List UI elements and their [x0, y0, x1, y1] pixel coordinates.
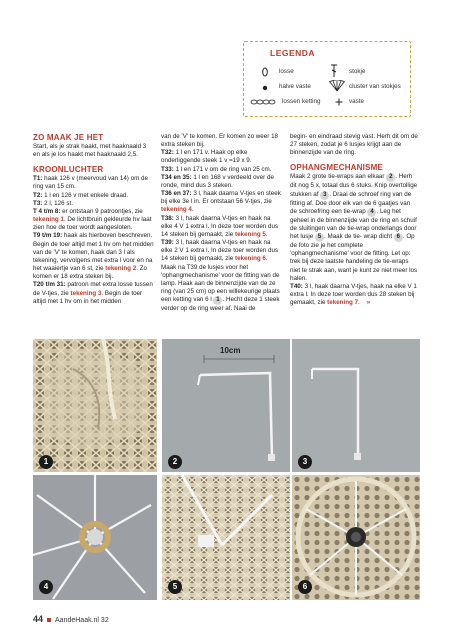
text-column-1 [33, 133, 154, 306]
page-number: 44 [33, 614, 44, 624]
heading-ophangmechanisme: OPHANGMECHANISME [290, 163, 383, 173]
ref-tekening-5[interactable]: tekening 5 [235, 230, 266, 238]
photo-badge-4: 4 [39, 580, 53, 594]
continue-arrow: » [366, 299, 371, 307]
photo-5 [162, 475, 290, 600]
legend-title: LEGENDA [270, 48, 316, 58]
text-column-3 [290, 133, 418, 307]
single-crochet-icon [335, 98, 343, 106]
legend-vaste: vaste [349, 98, 365, 105]
heading-zo-maak-je-het: ZO MAAK JE HET [33, 133, 104, 142]
step-number-5: 5 [315, 233, 324, 242]
legend-stokje: stokje [349, 68, 366, 75]
continuation-paragraph-3: begin- en eindraad stevig vast. Herh dit om de 27 steken, zodat je 6 lusjes krijgt aan de binnenzijde van de ring. [290, 133, 418, 157]
cluster-icon [328, 80, 346, 92]
double-crochet-icon [329, 64, 339, 78]
slip-stitch-icon [262, 85, 268, 91]
round-t9-19: T9 t/m 19: haak als hierboven beschreven. Begin de toer altijd met 1 hv om het midden van de 'V' te komen, haak dan 3 l als tekening, vervolgens met extra l voor en na het waaiertje van 6 st, zie tekening 2. Zo komen er 18 extra steken bij. [33, 232, 154, 281]
chain-stitch-icon [261, 67, 269, 77]
photo-badge-1: 1 [39, 455, 53, 469]
text-column-2 [161, 133, 282, 313]
ref-tekening-3[interactable]: tekening 3 [70, 289, 102, 297]
legend-losse: losse [279, 68, 294, 75]
legend-box [243, 41, 411, 117]
round-t20-31: T20 t/m 31: patroon met extra losse tussen de V-tjes, zie tekening 3. Begin de toer altijd met 1 hv om in het midden [33, 281, 153, 305]
ref-tekening-6[interactable]: tekening 6 [235, 255, 266, 263]
mechanism-paragraph: Maak 2 grote tie-wraps aan elkaar 2 . Herh dit nog 5 x, totaal dus 6 stuks. Knip overtollige stukken af 3 . Draai de schroef ring van de fitting af. Doe door elk van de 6 gaatjes van de schroefring een tie-wrap 4 . Leg het geheel in de binnenzijde van de ring en schuif de sluitingen van de tie-wrap onderlangs door het lusje 5 . Maak de tie- wrap dicht 6 . Op de foto zie je het complete 'ophangmechanisme' voor de fitting. Let op: trek bij deze laatste handeling de tie-wraps niet te strak aan, want je kunt ze niet meer los halen. [290, 173, 418, 282]
ref-tekening-4[interactable]: tekening 4 [161, 206, 192, 214]
photo-badge-5: 5 [168, 580, 182, 594]
photo-badge-6: 6 [298, 580, 312, 594]
legend-cluster: cluster van stokjes [349, 83, 401, 90]
round-t36-37: T36 en 37: 3 l, haak daarna V-tjes en steek bij elke 3e l in. Er ontstaan 56 V-tjes, zie tekening 4. [161, 190, 281, 214]
measure-label-10cm: 10cm [220, 346, 241, 355]
photo-1 [33, 339, 157, 472]
step-number-4: 4 [367, 208, 376, 217]
ref-tekening-1[interactable]: tekening 1 [33, 216, 64, 224]
legend-halve-vaste: halve vaste [279, 83, 311, 90]
round-t3: T3: 2 l, 126 st. [33, 199, 73, 207]
step-number-1: 1 [213, 296, 222, 305]
round-t32: T32: 1 l en 171 v. Haak op elke onderliggende steek 1 v =19 x 9. [161, 149, 252, 165]
photo-6 [292, 475, 420, 600]
round-t40: T40: 3 l, haak daarna V-tjes, haak na elke V 1 extra l. In deze toer worden dus 28 steken bij gemaakt, zie tekening 7. » [290, 282, 417, 307]
ref-tekening-2[interactable]: tekening 2 [105, 265, 137, 273]
round-t34-35: T34 en 35: 1 l en 168 v verdeeld over de ronde, mind dus 3 steken. [161, 173, 274, 189]
ref-tekening-7[interactable]: tekening 7 [327, 299, 359, 307]
round-t1: T1: haak 126 v (meervoud van 14) om de ring van 15 cm. [33, 175, 148, 191]
round-t38: T38: 3 l, haak daarna V-tjes en haak na elke 4 V 1 extra l. In deze toer worden dus 14 steken bij gemaakt, zie tekening 5. [161, 214, 279, 238]
photo-2 [162, 339, 290, 472]
round-t33: T33: 1 l en 171 v om de ring van 25 cm. [161, 165, 272, 173]
round-t39: T39: 3 l, haak daarna V-tjes en haak na elke 2 V 1 extra l. In deze toer worden dus 14 steken bij gemaakt, zie tekening 6. [161, 239, 279, 263]
intro-paragraph: Start, als je strak haakt, met haaknaald 3 en als je los haakt met haaknaald 2,5. [33, 143, 147, 159]
step-number-2: 2 [386, 173, 395, 182]
heading-kroonluchter: KROONLUCHTER [33, 165, 104, 175]
photo-3 [292, 339, 420, 472]
step-number-6: 6 [394, 233, 403, 242]
photo-4 [33, 475, 157, 600]
continuation-paragraph: van de 'V' te komen. Er komen zo weer 18 extra steken bij. [161, 133, 279, 149]
chain-row-icon [250, 98, 280, 106]
page-footer [33, 614, 109, 624]
footer-source: AandeHaak.nl 32 [55, 617, 109, 624]
footer-marker [47, 618, 51, 622]
step-number-3: 3 [320, 191, 329, 200]
hanging-loops-paragraph: Maak na T39 de lusjes voor het 'ophangmechanisme' voor de fitting van de lamp. Haak aan de binnenzijde van de ze ring (van 25 cm) op een willekeurige plaats een ketting van 6 l 1 . Hecht deze 1 steek verder op de ring weer af. Naai de [161, 263, 280, 313]
round-t2: T2: 1 l en 126 v met enkele draad. [33, 191, 129, 199]
legend-lossen-ketting: lossen ketting [282, 98, 321, 105]
photo-badge-2: 2 [168, 455, 182, 469]
round-t4-8: T 4 t/m 8: er ontstaan 9 patroontjes, zie tekening 1. De lichtbruin gekleurde hv laat zien hoe de toer wordt aangesloten. [33, 207, 152, 232]
photo-badge-3: 3 [298, 455, 312, 469]
